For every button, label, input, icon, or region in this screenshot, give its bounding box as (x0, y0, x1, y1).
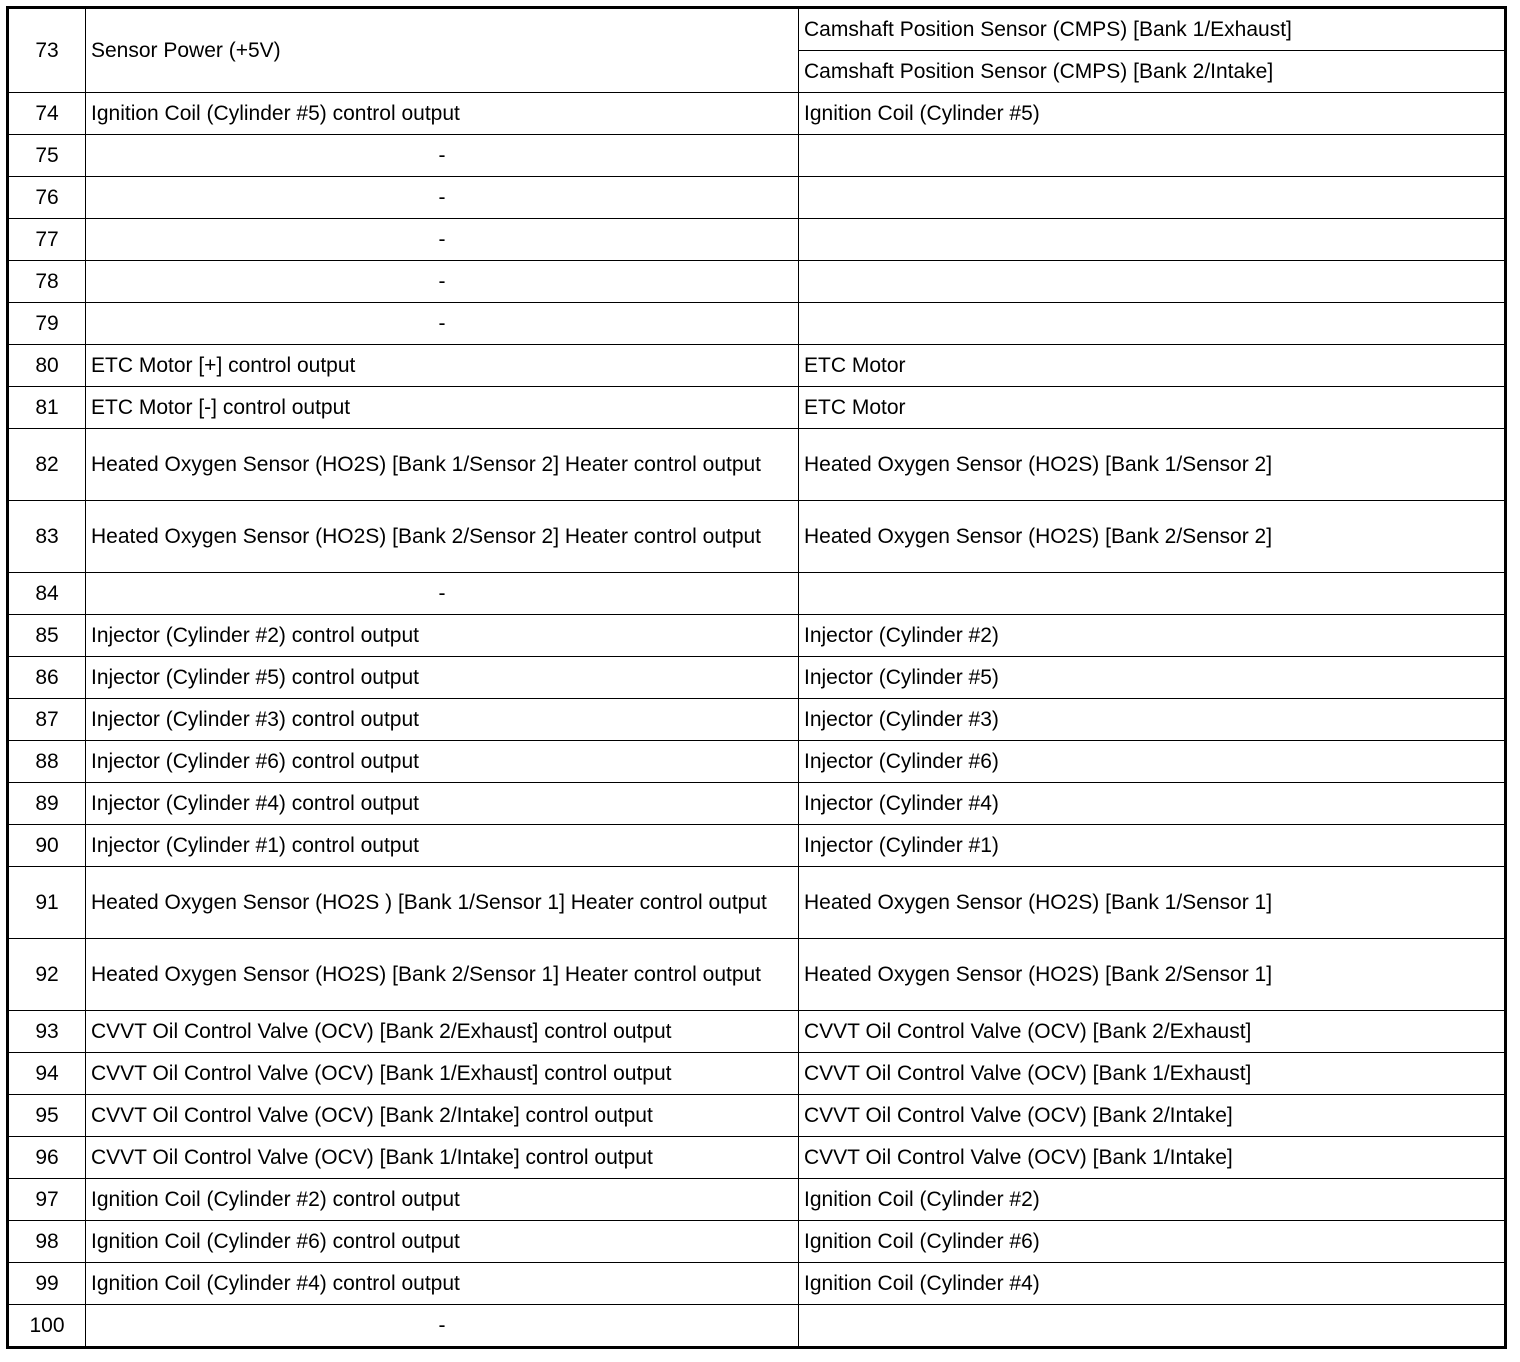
pin-connection (799, 303, 1506, 345)
pin-number: 83 (8, 501, 86, 573)
pin-connection (799, 573, 1506, 615)
table-row (8, 699, 1506, 741)
pin-description: CVVT Oil Control Valve (OCV) [Bank 2/Intake] control output (86, 1095, 799, 1137)
table-row (8, 261, 1506, 303)
table-row (8, 1221, 1506, 1263)
pin-number: 89 (8, 783, 86, 825)
pin-connection: ETC Motor (799, 387, 1506, 429)
pin-description: Ignition Coil (Cylinder #6) control output (86, 1221, 799, 1263)
pin-connection: Injector (Cylinder #3) (799, 699, 1506, 741)
pin-connection: Ignition Coil (Cylinder #2) (799, 1179, 1506, 1221)
pin-number: 77 (8, 219, 86, 261)
pin-description: ETC Motor [+] control output (86, 345, 799, 387)
pin-number: 73 (8, 8, 86, 93)
pin-description: CVVT Oil Control Valve (OCV) [Bank 1/Intake] control output (86, 1137, 799, 1179)
table-row (8, 303, 1506, 345)
pin-description: Injector (Cylinder #2) control output (86, 615, 799, 657)
pin-number: 74 (8, 93, 86, 135)
table-row (8, 219, 1506, 261)
pin-connection: Injector (Cylinder #2) (799, 615, 1506, 657)
pin-number: 82 (8, 429, 86, 501)
pin-number: 91 (8, 867, 86, 939)
table-row (8, 783, 1506, 825)
pin-description: Injector (Cylinder #5) control output (86, 657, 799, 699)
table-row (8, 741, 1506, 783)
table-row (8, 825, 1506, 867)
pin-connection: CVVT Oil Control Valve (OCV) [Bank 1/Intake] (799, 1137, 1506, 1179)
pin-number: 96 (8, 1137, 86, 1179)
pin-number: 87 (8, 699, 86, 741)
table-row (8, 867, 1506, 939)
pin-connection: CVVT Oil Control Valve (OCV) [Bank 2/Intake] (799, 1095, 1506, 1137)
pin-connection: CVVT Oil Control Valve (OCV) [Bank 2/Exhaust] (799, 1011, 1506, 1053)
table-row (8, 1263, 1506, 1305)
pin-connection: Injector (Cylinder #5) (799, 657, 1506, 699)
table-row (8, 1137, 1506, 1179)
pin-description: - (86, 177, 799, 219)
pin-connection: Ignition Coil (Cylinder #5) (799, 93, 1506, 135)
table-row (8, 93, 1506, 135)
pin-connection (799, 1305, 1506, 1348)
pin-number: 94 (8, 1053, 86, 1095)
table-row (8, 1011, 1506, 1053)
pin-description: Heated Oxygen Sensor (HO2S) [Bank 1/Sensor 2] Heater control output (86, 429, 799, 501)
table-row (8, 657, 1506, 699)
table-row (8, 1095, 1506, 1137)
table-row (8, 1053, 1506, 1095)
pin-description: - (86, 573, 799, 615)
pin-description: Ignition Coil (Cylinder #2) control output (86, 1179, 799, 1221)
pin-connection: Ignition Coil (Cylinder #4) (799, 1263, 1506, 1305)
pin-description: Ignition Coil (Cylinder #4) control output (86, 1263, 799, 1305)
pin-description: Heated Oxygen Sensor (HO2S) [Bank 2/Sensor 2] Heater control output (86, 501, 799, 573)
table-row (8, 429, 1506, 501)
pin-description: - (86, 219, 799, 261)
pin-number: 86 (8, 657, 86, 699)
pin-number: 100 (8, 1305, 86, 1348)
pin-description: - (86, 1305, 799, 1348)
pin-description: Injector (Cylinder #1) control output (86, 825, 799, 867)
pin-description: CVVT Oil Control Valve (OCV) [Bank 2/Exhaust] control output (86, 1011, 799, 1053)
pin-number: 90 (8, 825, 86, 867)
pin-connection (799, 177, 1506, 219)
pin-number: 75 (8, 135, 86, 177)
pin-connection: Injector (Cylinder #1) (799, 825, 1506, 867)
pin-number: 97 (8, 1179, 86, 1221)
pin-description: Sensor Power (+5V) (86, 8, 799, 93)
pin-description: Injector (Cylinder #3) control output (86, 699, 799, 741)
pin-number: 78 (8, 261, 86, 303)
table-row (8, 1305, 1506, 1348)
pin-connection (799, 135, 1506, 177)
pin-connection: CVVT Oil Control Valve (OCV) [Bank 1/Exhaust] (799, 1053, 1506, 1095)
pin-description: Injector (Cylinder #4) control output (86, 783, 799, 825)
pin-connection: Heated Oxygen Sensor (HO2S) [Bank 2/Sensor 2] (799, 501, 1506, 573)
pin-number: 79 (8, 303, 86, 345)
pin-description: Injector (Cylinder #6) control output (86, 741, 799, 783)
pin-connection (799, 219, 1506, 261)
pin-number: 92 (8, 939, 86, 1011)
table-row (8, 8, 1506, 51)
pin-connection: Heated Oxygen Sensor (HO2S) [Bank 2/Sensor 1] (799, 939, 1506, 1011)
table-row (8, 615, 1506, 657)
table-row (8, 501, 1506, 573)
table-row (8, 1179, 1506, 1221)
table-row (8, 573, 1506, 615)
pin-number: 81 (8, 387, 86, 429)
pin-number: 80 (8, 345, 86, 387)
pin-table (6, 6, 1507, 1349)
pin-connection: Camshaft Position Sensor (CMPS) [Bank 1/Exhaust] (799, 8, 1506, 51)
pin-connection: Heated Oxygen Sensor (HO2S) [Bank 1/Sensor 1] (799, 867, 1506, 939)
pin-description: - (86, 303, 799, 345)
pin-connection: Injector (Cylinder #6) (799, 741, 1506, 783)
pin-number: 76 (8, 177, 86, 219)
pin-connection: Camshaft Position Sensor (CMPS) [Bank 2/Intake] (799, 51, 1506, 93)
pin-connection: Heated Oxygen Sensor (HO2S) [Bank 1/Sensor 2] (799, 429, 1506, 501)
pin-description: Ignition Coil (Cylinder #5) control output (86, 93, 799, 135)
pin-connection: ETC Motor (799, 345, 1506, 387)
pin-number: 99 (8, 1263, 86, 1305)
pin-number: 95 (8, 1095, 86, 1137)
pin-connection (799, 261, 1506, 303)
pin-description: - (86, 135, 799, 177)
pin-number: 84 (8, 573, 86, 615)
pin-description: Heated Oxygen Sensor (HO2S ) [Bank 1/Sensor 1] Heater control output (86, 867, 799, 939)
pin-number: 93 (8, 1011, 86, 1053)
pin-number: 98 (8, 1221, 86, 1263)
pin-number: 88 (8, 741, 86, 783)
pin-description: CVVT Oil Control Valve (OCV) [Bank 1/Exhaust] control output (86, 1053, 799, 1095)
table-row (8, 387, 1506, 429)
pin-connection: Ignition Coil (Cylinder #6) (799, 1221, 1506, 1263)
pin-connection: Injector (Cylinder #4) (799, 783, 1506, 825)
pin-description: ETC Motor [-] control output (86, 387, 799, 429)
table-row (8, 135, 1506, 177)
table-row (8, 345, 1506, 387)
table-row (8, 177, 1506, 219)
pin-description: - (86, 261, 799, 303)
table-row (8, 939, 1506, 1011)
pin-description: Heated Oxygen Sensor (HO2S) [Bank 2/Sensor 1] Heater control output (86, 939, 799, 1011)
pin-number: 85 (8, 615, 86, 657)
